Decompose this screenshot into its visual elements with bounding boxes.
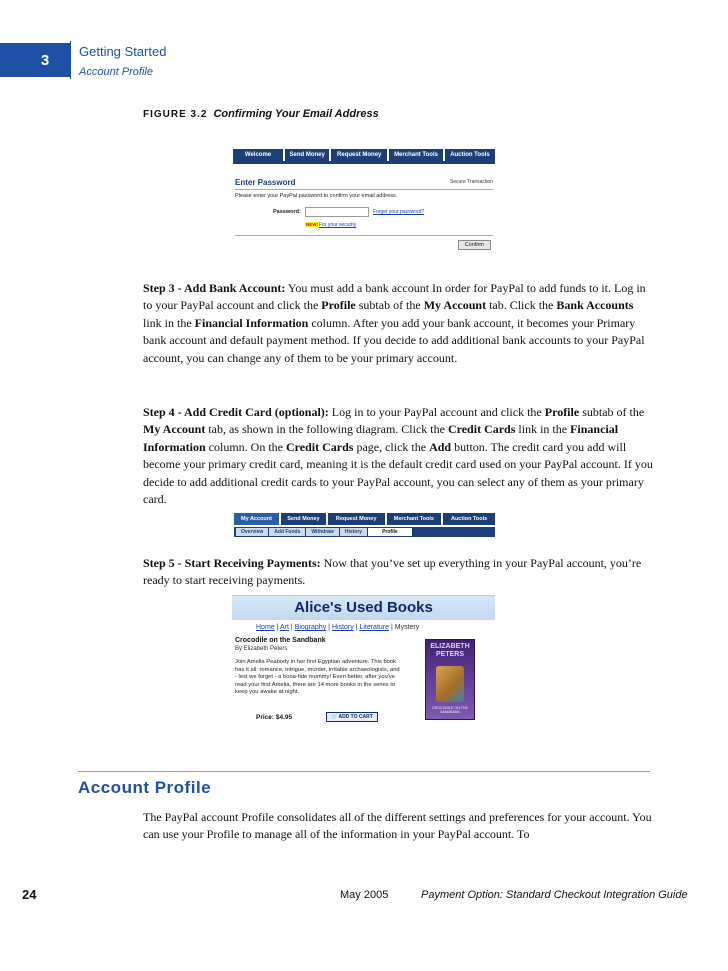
store-title: Alice's Used Books [294, 599, 433, 616]
step3-paragraph [143, 280, 653, 367]
nav-biography[interactable]: Biography [294, 624, 327, 631]
text-bold: My Account [423, 298, 487, 313]
paypal-main-tabs [234, 513, 495, 525]
text-bold: Add [429, 439, 452, 454]
add-to-cart-label: ADD TO CART [338, 714, 373, 720]
enter-password-screenshot [233, 149, 495, 253]
text: button. The credit card you add will become your primary credit card, meaning it is the default credit card used on your PayPal account. If you decide to add additional credit cards to your PayPal account, you can select any of them as your primary card. [143, 439, 653, 507]
text: link in the [515, 422, 571, 437]
text-bold: Bank Accounts [556, 298, 634, 313]
nav-mystery: Mystery [394, 624, 420, 631]
subtab-overview[interactable]: Overview [236, 528, 268, 536]
nav-underline [233, 161, 495, 164]
section-rule [78, 771, 650, 772]
store-screenshot [232, 595, 495, 728]
tab-auction-tools[interactable]: Auction Tools [443, 513, 495, 525]
paypal-nav-tabs [233, 149, 495, 161]
figure-caption [143, 108, 379, 120]
password-instruction: Please enter your PayPal password to confirm your email address. [235, 193, 398, 199]
security-link[interactable]: For your security [319, 222, 357, 228]
subtab-history[interactable]: History [340, 528, 367, 536]
text-bold: (optional): [271, 405, 329, 419]
new-badge: NEW! [306, 222, 318, 227]
nav-literature[interactable]: Literature [359, 624, 390, 631]
text: subtab of the [355, 298, 424, 313]
chapter-title: Getting Started [79, 44, 167, 59]
confirm-button[interactable]: Confirm [458, 240, 491, 250]
figure-title: Confirming Your Email Address [213, 108, 379, 120]
text: link in the [143, 315, 195, 330]
figure-label: FIGURE 3.2 [143, 109, 208, 120]
text-bold: Financial Information [194, 315, 309, 330]
text: tab, as shown in the following diagram. Click the [205, 422, 448, 437]
chapter-number-box [0, 43, 70, 77]
book-description: Join Amelia Peabody in her first Egyptian adventure. This book has it all: romance, intrigue, murder, irritable archaeologists, and - lest we forget - a bona-fide mummy! Even better, after you've read your first Amelia, there are 14 more books in the series to keep you awake at night. [235, 659, 400, 696]
cover-author-first: ELIZABETH [430, 643, 470, 650]
cart-icon: 🛒 [331, 714, 338, 720]
tab-request-money[interactable]: Request Money [328, 513, 385, 525]
text: Log in to your PayPal account and click the [328, 405, 545, 419]
section-name: Account Profile [79, 66, 153, 78]
subtab-withdraw[interactable]: Withdraw [306, 528, 338, 536]
text-bold: Credit Cards [286, 439, 354, 454]
step4-paragraph [143, 404, 653, 508]
footer-date: May 2005 [340, 889, 389, 901]
text: Now that you’ve set up everything in your PayPal account, you’re ready to start receiving payments. [143, 556, 642, 588]
text-bold: My Account [143, 422, 206, 437]
store-nav: Home | Art | Biography | History | Literature | Mystery [256, 624, 420, 631]
text-bold: Financial Information [143, 422, 619, 454]
tab-welcome[interactable]: Welcome [233, 149, 283, 161]
tab-auction-tools[interactable]: Auction Tools [445, 149, 495, 161]
text: page, click the [353, 439, 430, 454]
text: column. After you add your bank account, it becomes your Primary bank account and default payment method. If you decide to add additional bank accounts to your PayPal account, you can change any of them to be your primary account. [143, 315, 645, 365]
section-body: The PayPal account Profile consolidates all of the different settings and preferences for your account. You can use your Profile to manage all of the information in your PayPal account. To [143, 810, 652, 842]
password-label: Password: [273, 209, 301, 215]
page-number: 24 [22, 887, 37, 902]
chapter-divider [70, 41, 71, 79]
cover-art [436, 666, 464, 702]
add-to-cart-button[interactable] [326, 712, 378, 722]
step5-paragraph [143, 555, 653, 590]
tab-merchant-tools[interactable]: Merchant Tools [387, 513, 442, 525]
text: column. On the [205, 439, 286, 454]
text-bold: Profile [544, 405, 580, 419]
nav-art[interactable]: Art [280, 624, 289, 631]
book-title: Crocodile on the Sandbank [235, 637, 326, 644]
nav-history[interactable]: History [331, 624, 354, 631]
text-bold: Profile [321, 298, 356, 313]
secure-transaction-link[interactable]: Secure Transaction [449, 179, 493, 185]
book-price: Price: $4.95 [256, 714, 293, 721]
footer-guide-title: Payment Option: Standard Checkout Integration Guide [421, 889, 688, 901]
section-title: Account Profile [78, 778, 212, 797]
cover-author-last: PETERS [435, 651, 464, 658]
cover-title: CROCODILE ON THE SANDBANK [432, 706, 468, 714]
tab-send-money[interactable]: Send Money [281, 513, 326, 525]
nav-home[interactable]: Home [256, 624, 275, 631]
chapter-number: 3 [40, 51, 50, 69]
book-cover-image [425, 639, 475, 720]
tab-my-account[interactable]: My Account [234, 513, 279, 525]
subtab-profile[interactable]: Profile [368, 528, 412, 536]
tab-request-money[interactable]: Request Money [331, 149, 387, 161]
step4-lead: Step 4 - Add Credit Card [143, 405, 272, 419]
text-bold: Credit Cards [447, 422, 516, 437]
divider [235, 235, 493, 236]
my-account-subtabs [234, 527, 495, 537]
book-author: By Elizabeth Peters [235, 646, 288, 652]
text: You must add a bank account In order for PayPal to add funds to it. Log in to your PayPal account and click the [143, 281, 646, 313]
text: tab. Click the [486, 298, 557, 313]
my-account-tabs-screenshot [234, 513, 495, 538]
step5-lead: Step 5 - Start Receiving Payments: [143, 556, 321, 570]
tab-send-money[interactable]: Send Money [285, 149, 329, 161]
password-input[interactable] [305, 207, 369, 217]
tab-merchant-tools[interactable]: Merchant Tools [389, 149, 443, 161]
divider [235, 189, 493, 190]
step3-lead: Step 3 - Add Bank Account: [143, 281, 286, 295]
subtab-add-funds[interactable]: Add Funds [269, 528, 305, 536]
text: subtab of the [579, 405, 645, 419]
enter-password-heading: Enter Password [235, 178, 296, 187]
forgot-password-link[interactable]: Forget your password? [373, 209, 425, 215]
